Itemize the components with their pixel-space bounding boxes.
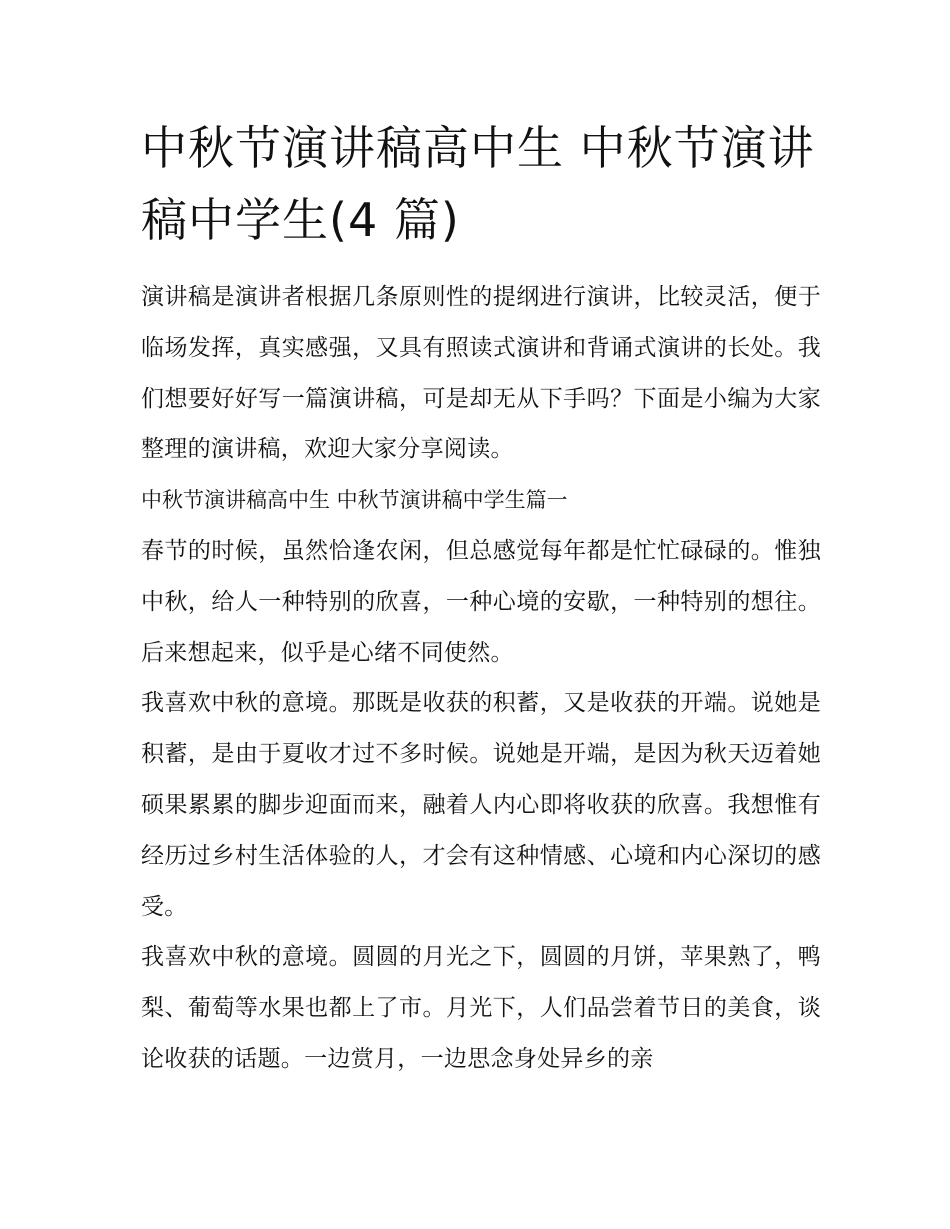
document-body [141,272,821,1085]
document-content [141,112,821,1085]
body-paragraph: 我喜欢中秋的意境。圆圆的月光之下，圆圆的月饼，苹果熟了，鸭梨、葡萄等水果也都上了市。月光下，人们品尝着节日的美食，谈论收获的话题。一边赏月，一边思念身处异乡的亲 [141,944,821,1072]
section-heading: 中秋节演讲稿高中生 中秋节演讲稿中学生篇一 [141,488,568,513]
intro-paragraph: 演讲稿是演讲者根据几条原则性的提纲进行演讲，比较灵活，便于临场发挥，真实感强，又具有照读式演讲和背诵式演讲的长处。我们想要好好写一篇演讲稿，可是却无从下手吗？下面是小编为大家整理的演讲稿，欢迎大家分享阅读。 [141,284,821,463]
document-title: 中秋节演讲稿高中生 中秋节演讲稿中学生(4 篇) [141,121,815,247]
body-paragraph: 我喜欢中秋的意境。那既是收获的积蓄，又是收获的开端。说她是积蓄，是由于夏收才过不多时候。说她是开端，是因为秋天迈着她硕果累累的脚步迎面而来，融着人内心即将收获的欣喜。我想惟有经历过乡村生活体验的人，才会有这种情感、心境和内心深切的感受。 [141,690,821,920]
body-paragraph: 春节的时候，虽然恰逢农闲，但总感觉每年都是忙忙碌碌的。惟独中秋，给人一种特别的欣喜，一种心境的安歇，一种特别的想往。后来想起来，似乎是心绪不同使然。 [141,537,821,666]
